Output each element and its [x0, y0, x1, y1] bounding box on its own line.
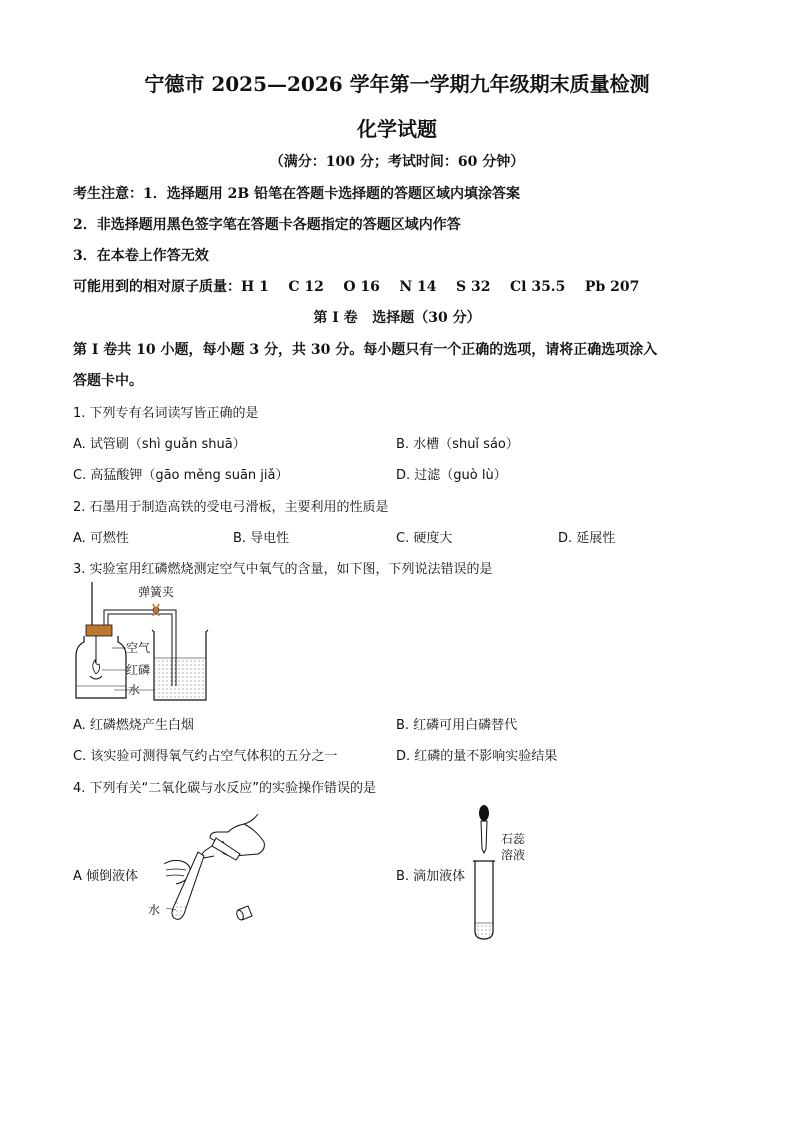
q1-option-b: B. 水槽（shuǐ sáo） — [396, 437, 519, 452]
q1-stem: 1. 下列专有名词读写皆正确的是 — [73, 406, 259, 421]
exam-subtitle: 化学试题 — [357, 117, 437, 141]
q2-stem: 2. 石墨用于制造高铁的受电弓滑板，主要利用的性质是 — [73, 500, 389, 515]
q4-pouring-figure — [140, 810, 275, 930]
q3-option-c: C. 该实验可测得氧气约占空气体积的五分之一 — [73, 749, 338, 764]
q3-apparatus-figure — [70, 580, 220, 705]
q4-stem: 4. 下列有关“二氧化碳与水反应”的实验操作错误的是 — [73, 781, 377, 796]
litmus-label-2: 溶液 — [501, 848, 526, 862]
q3-option-a: A. 红磷燃烧产生白烟 — [73, 718, 194, 733]
q1-option-d: D. 过滤（guò lù） — [396, 468, 507, 483]
q2-option-d: D. 延展性 — [558, 531, 616, 546]
dropper-bulb — [479, 805, 489, 821]
q2-option-c: C. 硬度大 — [396, 531, 453, 546]
phosphorus-label: 红磷 — [126, 663, 151, 677]
q4-dropping-figure — [465, 805, 555, 945]
air-label: 空气 — [126, 641, 151, 655]
q1-option-c: C. 高猛酸钾（gāo měng suān jiǎ） — [73, 468, 289, 483]
q3-option-d: D. 红磷的量不影响实验结果 — [396, 749, 558, 764]
q3-stem: 3. 实验室用红磷燃烧测定空气中氧气的含量，如下图，下列说法错误的是 — [73, 562, 493, 577]
section-intro-1: 第 I 卷共 10 小题，每小题 3 分，共 30 分。每小题只有一个正确的选项，请将正确选项涂入 — [73, 342, 658, 358]
section-title: 第 I 卷 选择题（30 分） — [313, 310, 481, 326]
beaker-water — [155, 658, 205, 699]
q4-option-a: A 倾倒液体 — [73, 869, 139, 884]
atomic-mass-line: 可能用到的相对原子质量：H 1 C 12 O 16 N 14 S 32 Cl 35.5 Pb 207 — [73, 279, 640, 295]
q1-option-a: A. 试管刷（shì guǎn shuā） — [73, 437, 246, 452]
exam-title: 宁德市 2025—2026 学年第一学期九年级期末质量检测 — [144, 72, 650, 96]
gas-bottle — [76, 636, 126, 698]
tube-water-label: 水 — [148, 903, 161, 917]
q2-option-a: A. 可燃性 — [73, 531, 129, 546]
note-line-3: 3．在本卷上作答无效 — [73, 248, 209, 264]
litmus-label-1: 石蕊 — [501, 832, 526, 846]
stopper-on-table — [235, 906, 252, 921]
exam-meta: （满分：100 分；考试时间：60 分钟） — [269, 154, 525, 170]
water-label: 水 — [128, 683, 141, 697]
reagent-bottle — [212, 838, 240, 860]
q3-option-b: B. 红磷可用白磷替代 — [396, 718, 518, 733]
clamp-label: 弹簧夹 — [138, 585, 175, 599]
note-line-2: 2．非选择题用黑色签字笔在答题卡各题指定的答题区域内作答 — [73, 217, 461, 233]
rubber-stopper — [86, 625, 112, 636]
q2-option-b: B. 导电性 — [233, 531, 290, 546]
q4-option-b: B. 滴加液体 — [396, 869, 466, 884]
note-line-1: 考生注意：1．选择题用 2B 铅笔在答题卡选择题的答题区域内填涂答案 — [73, 186, 521, 202]
section-intro-2: 答题卡中。 — [73, 373, 143, 389]
dropper-tube — [481, 821, 487, 853]
